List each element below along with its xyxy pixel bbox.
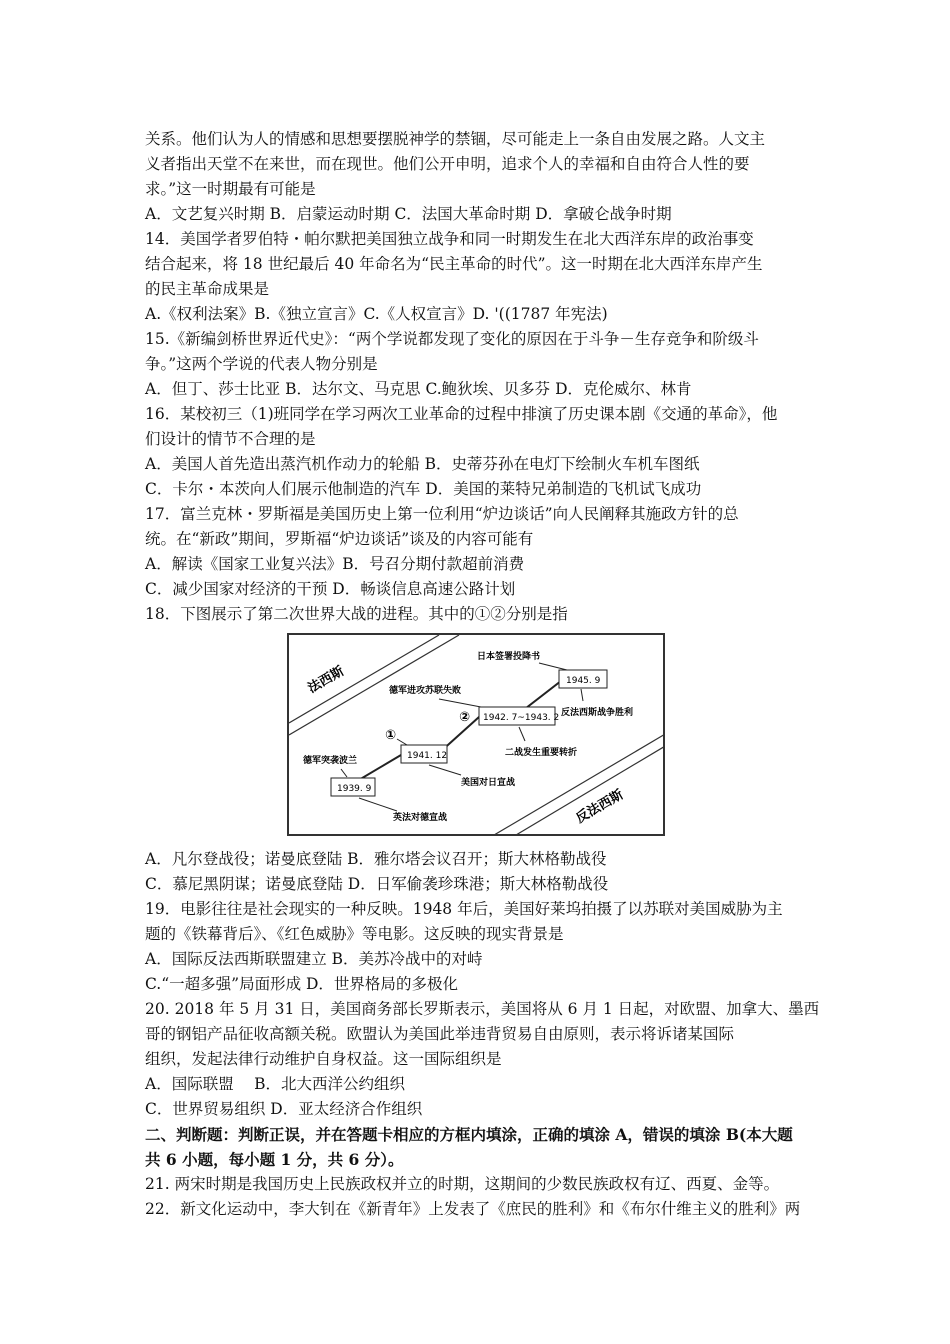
label-poland: 德军突袭波兰 xyxy=(303,756,358,766)
antifascism-label: 反法西斯 xyxy=(573,787,627,827)
answer-options: C．减少国家对经济的干预 D．畅谈信息高速公路计划 xyxy=(145,580,516,598)
leader-victory xyxy=(581,689,583,701)
exam-page xyxy=(145,127,820,1222)
label-uk-fr: 英法对德宣战 xyxy=(393,813,448,823)
question-16: 16．某校初三（1)班同学在学习两次工业革命的过程中排演了历史课本剧《交通的革命》，他 xyxy=(145,405,778,423)
question-20: 20. 2018 年 5 月 31 日，美国商务部长罗斯表示，美国将从 6 月 1 日起，对欧盟、加拿大、墨西 xyxy=(145,1000,820,1018)
question-22: 22．新文化运动中，李大钊在《新青年》上发表了《庶民的胜利》和《布尔什维主义的胜利》两 xyxy=(145,1200,801,1218)
answer-options: A．美国人首先造出蒸汽机作动力的轮船 B．史蒂芬孙在电灯下绘制火车机车图纸 xyxy=(145,455,700,473)
leader-usa xyxy=(429,765,461,775)
label-japan: 日本签署投降书 xyxy=(477,652,541,662)
leader-uk-fr xyxy=(359,798,397,811)
leader-turn xyxy=(519,727,525,741)
label-victory: 反法西斯战争胜利 xyxy=(561,708,634,718)
answer-options: A．国际反法西斯联盟建立 B．美苏冷战中的对峙 xyxy=(145,950,483,968)
marker-1: ① xyxy=(385,728,397,743)
answer-options: A．但丁、莎士比亚 B．达尔文、马克思 C.鲍狄埃、贝多芬 D．克伦威尔、林肯 xyxy=(145,380,692,398)
text-line: 求。”这一时期最有可能是 xyxy=(145,180,316,198)
text-line: 统。在“新政”期间，罗斯福“炉边谈话”谈及的内容可能有 xyxy=(145,530,534,548)
question-17: 17．富兰克林・罗斯福是美国历史上第一位利用“炉边谈话”向人民阐释其施政方针的总 xyxy=(145,505,739,523)
leader-poland xyxy=(341,769,347,777)
text-line: 义者指出天堂不在来世，而在现世。他们公开申明，追求个人的幸福和自由符合人性的要 xyxy=(145,155,750,173)
text-block-top xyxy=(145,127,813,627)
answer-options: A.《权利法案》B.《独立宣言》C.《人权宣言》D. '((1787 年宪法) xyxy=(145,305,608,323)
leader-soviet xyxy=(439,699,481,707)
text-line: 组织，发起法律行动维护自身权益。这一国际组织是 xyxy=(145,1050,502,1068)
question-21: 21. 两宋时期是我国历史上民族政权并立的时期，这期间的少数民族政权有辽、西夏、金等。 xyxy=(145,1175,780,1193)
text-line: 争。”这两个学说的代表人物分别是 xyxy=(145,355,378,373)
leader-marker1 xyxy=(397,739,407,745)
answer-options: A．凡尔登战役；诺曼底登陆 B．雅尔塔会议召开；斯大林格勒战役 xyxy=(145,850,607,868)
text-line: 哥的钢铝产品征收高额关税。欧盟认为美国此举违背贸易自由原则，表示将诉诸某国际 xyxy=(145,1025,735,1043)
answer-options: C.“一超多强”局面形成 D．世界格局的多极化 xyxy=(145,975,458,993)
text-block-bottom xyxy=(145,847,820,1222)
fascism-label: 法西斯 xyxy=(305,663,347,697)
ww2-figure-wrap xyxy=(145,633,813,837)
answer-options: C．世界贸易组织 D．亚太经济合作组织 xyxy=(145,1100,423,1118)
box-1942-text: 1942. 7~1943. 2 xyxy=(483,713,560,723)
question-14: 14．美国学者罗伯特・帕尔默把美国独立战争和同一时期发生在北大西洋东岸的政治事变 xyxy=(145,230,754,248)
answer-options: A．解读《国家工业复兴法》B．号召分期付款超前消费 xyxy=(145,555,525,573)
question-18: 18．下图展示了第二次世界大战的进程。其中的①②分别是指 xyxy=(145,605,568,623)
box-1941-text: 1941. 12 xyxy=(407,751,448,761)
text-line: 题的《铁幕背后》、《红色威胁》等电影。这反映的现实背景是 xyxy=(145,925,564,943)
marker-2: ② xyxy=(459,710,471,725)
ww2-progress-figure xyxy=(287,633,665,836)
label-usa: 美国对日宣战 xyxy=(461,778,516,788)
text-line: 的民主革命成果是 xyxy=(145,280,270,298)
text-line: 们设计的情节不合理的是 xyxy=(145,430,316,448)
answer-options: C．卡尔・本茨向人们展示他制造的汽车 D．美国的莱特兄弟制造的飞机试飞成功 xyxy=(145,480,702,498)
box-1939-text: 1939. 9 xyxy=(337,784,372,794)
answer-options: A．文艺复兴时期 B．启蒙运动时期 C．法国大革命时期 D．拿破仑战争时期 xyxy=(145,205,672,223)
section-heading: 二、判断题：判断正误，并在答题卡相应的方框内填涂，正确的填涂 A，错误的填涂 B(本大题 xyxy=(145,1125,793,1144)
leader-japan xyxy=(539,663,567,670)
timeline-line xyxy=(347,679,589,787)
answer-options: C．慕尼黑阴谋；诺曼底登陆 D．日军偷袭珍珠港；斯大林格勒战役 xyxy=(145,875,609,893)
text-line: 结合起来，将 18 世纪最后 40 年命名为“民主革命的时代”。这一时期在北大西洋东岸产生 xyxy=(145,255,763,273)
box-1945-text: 1945. 9 xyxy=(566,676,601,686)
section-heading: 共 6 小题，每小题 1 分，共 6 分）。 xyxy=(145,1150,404,1169)
label-turn: 二战发生重要转折 xyxy=(505,748,578,758)
text-line: 关系。他们认为人的情感和思想要摆脱神学的禁锢，尽可能走上一条自由发展之路。人文主 xyxy=(145,130,766,148)
question-19: 19．电影往往是社会现实的一种反映。1948 年后，美国好莱坞拍摄了以苏联对美国威胁为主 xyxy=(145,900,783,918)
label-soviet: 德军进攻苏联失败 xyxy=(389,686,462,696)
answer-options: A．国际联盟 B．北大西洋公约组织 xyxy=(145,1075,406,1093)
figure-svg xyxy=(289,635,665,836)
question-15: 15.《新编剑桥世界近代史》：“两个学说都发现了变化的原因在于斗争－生存竞争和阶级斗 xyxy=(145,330,759,348)
